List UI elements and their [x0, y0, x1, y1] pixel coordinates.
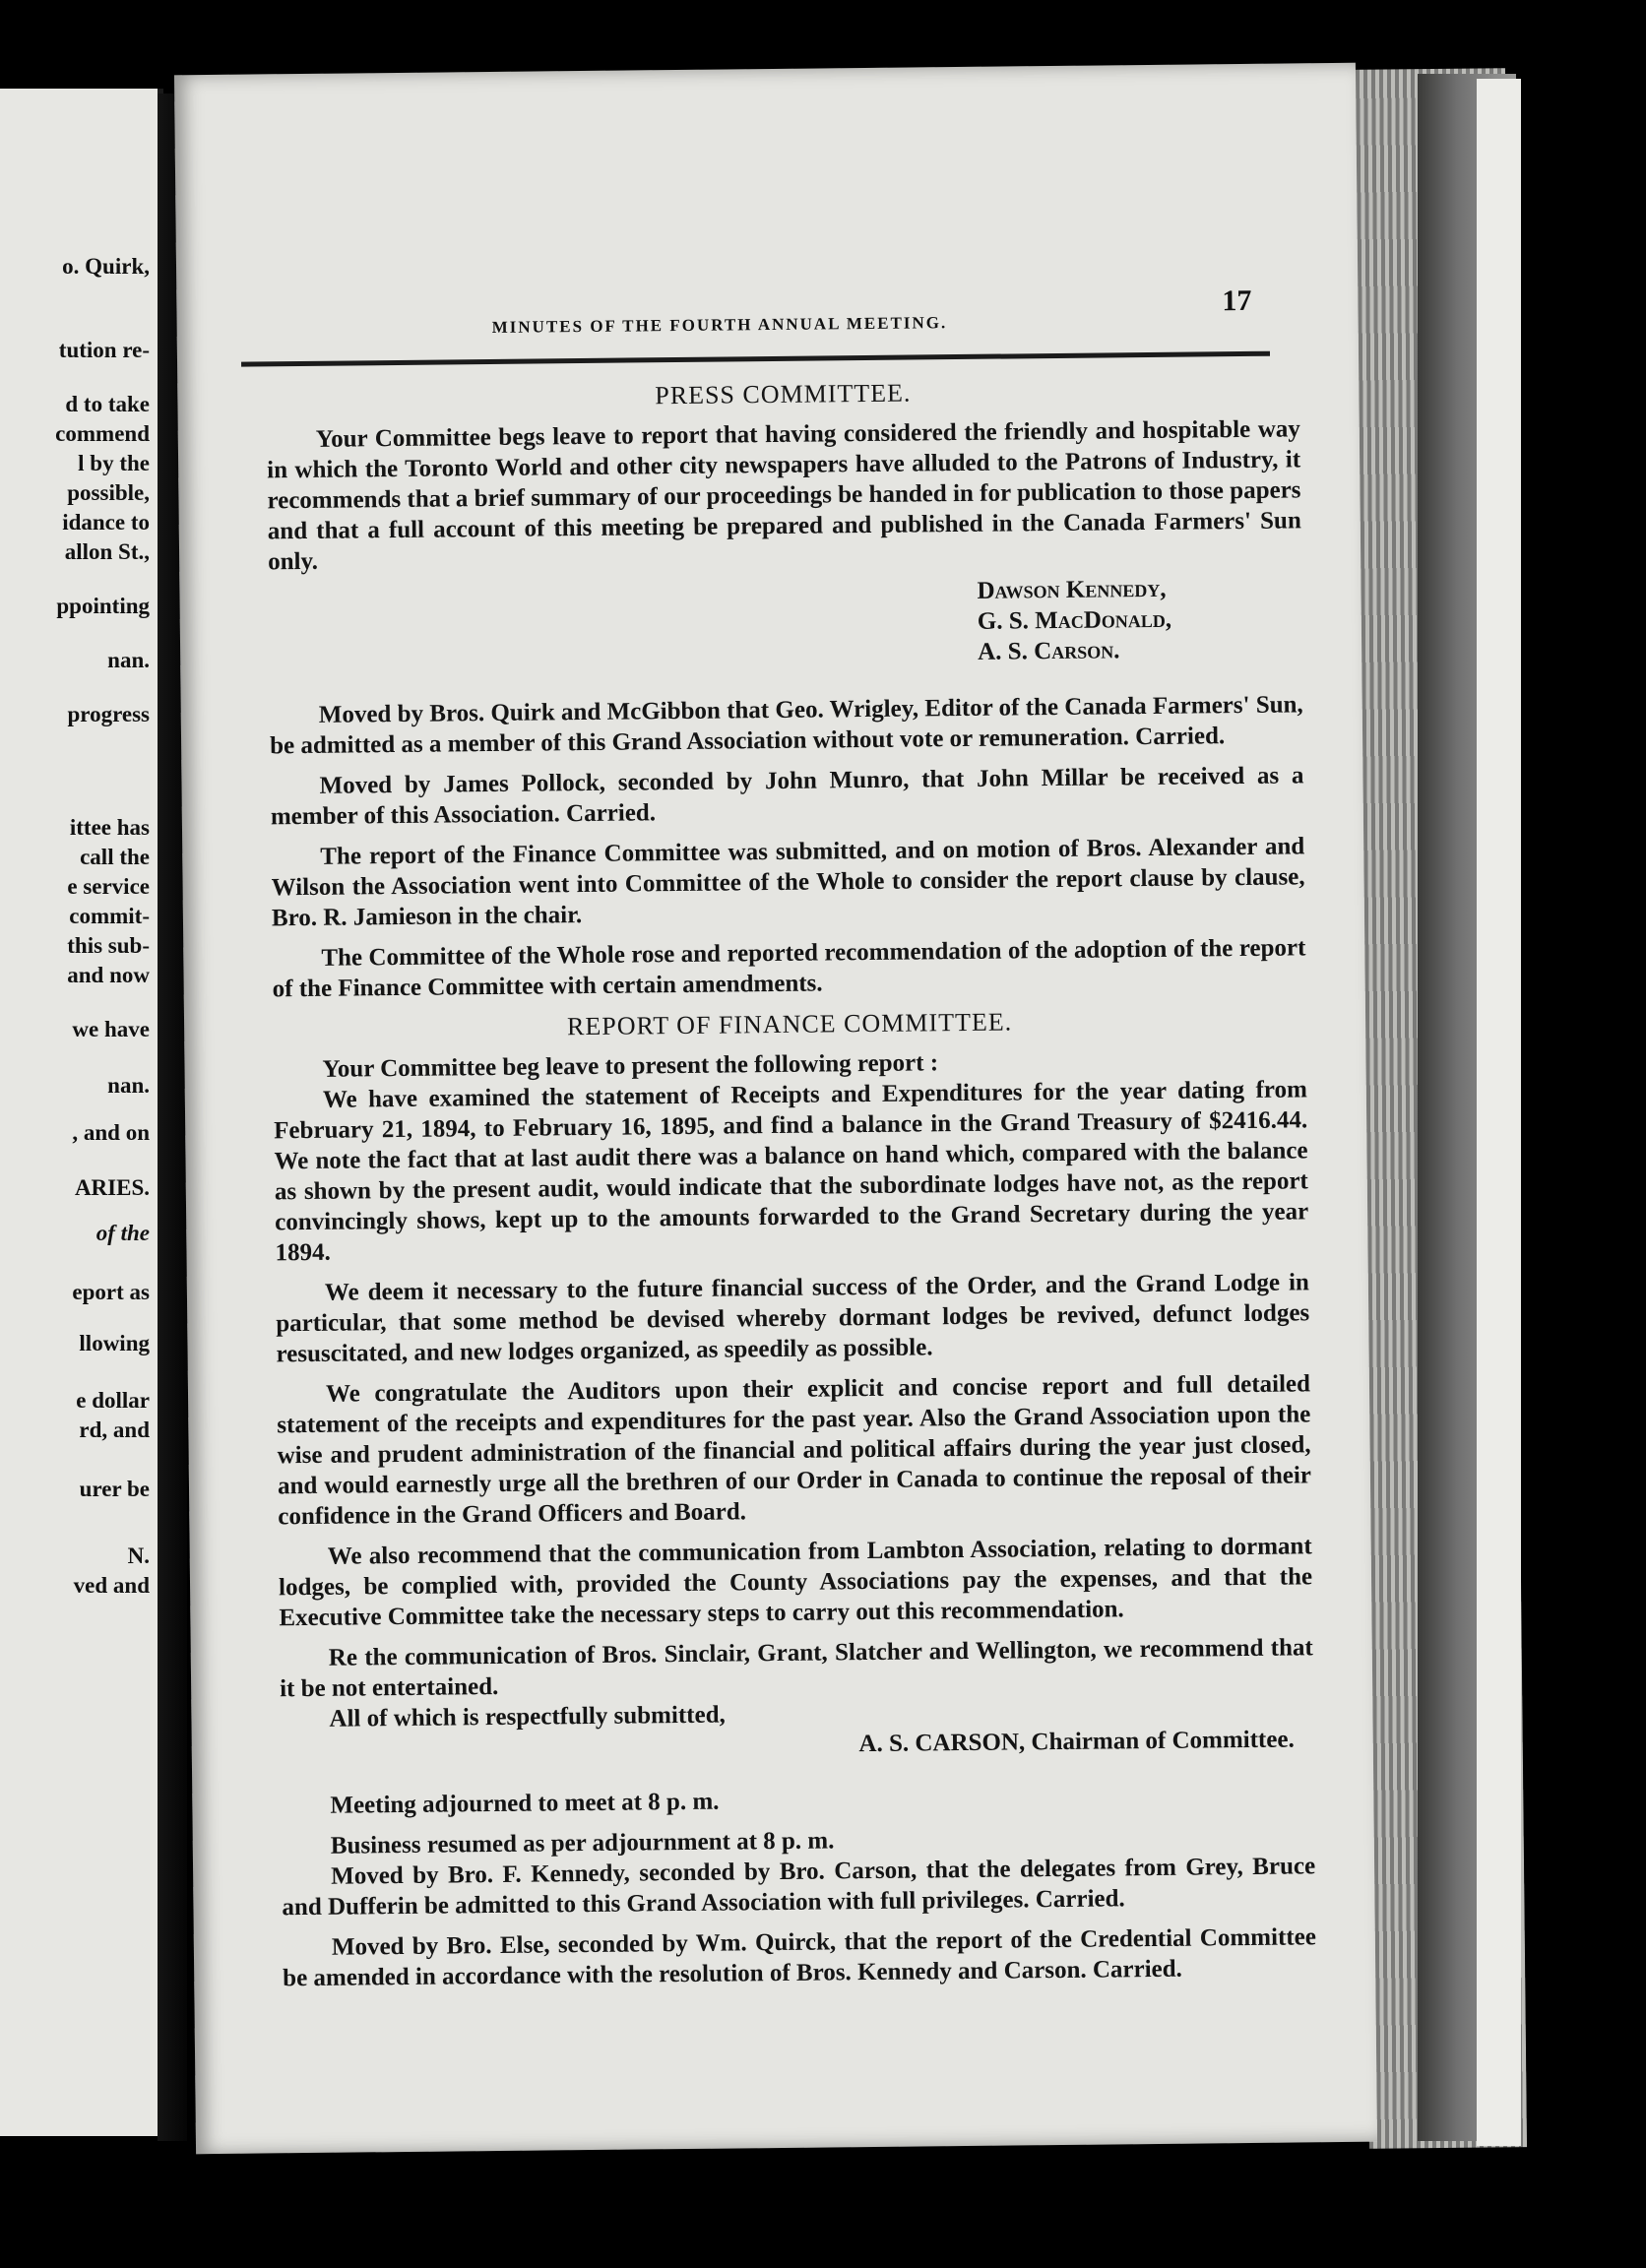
left-page-line: o. Quirk,	[62, 254, 150, 279]
left-facing-page	[0, 89, 163, 2136]
motion-paragraph: Moved by James Pollock, seconded by John Munro, that John Millar be received as a member of this Association. Carried.	[270, 762, 1304, 831]
left-page-line: , and on	[72, 1120, 150, 1145]
finance-paragraph: Your Committee beg leave to present the following report :	[322, 1049, 939, 1083]
left-page-line: and now	[67, 963, 150, 987]
finance-paragraph: We also recommend that the communication from Lambton Association, relating to dormant lodges, be complied with, provided the County Associations pay the expenses, and that the Executive Committee take the necessary steps to carry out this recommendation.	[278, 1533, 1313, 1632]
left-page-line: call the	[80, 845, 150, 869]
finance-committee-heading: REPORT OF FINANCE COMMITTEE.	[566, 1007, 1013, 1041]
left-page-line: ittee has	[69, 815, 150, 840]
finance-committee-signature: A. S. CARSON, Chairman of Committee.	[858, 1726, 1295, 1758]
left-page-line: this sub-	[67, 933, 150, 958]
signatory: Dawson Kennedy,	[977, 575, 1167, 604]
left-page-line: idance to	[62, 510, 150, 535]
left-page-line: rd, and	[79, 1418, 150, 1442]
left-page-line: eport as	[72, 1280, 150, 1304]
motion-paragraph: The report of the Finance Committee was submitted, and on motion of Bros. Alexander and Wilson the Association went into Committee of the Whole to consider the report clause by clause, Bro. R. Jamieson in the chair.	[271, 833, 1305, 932]
left-page-line: e dollar	[76, 1388, 150, 1413]
finance-paragraph: Re the communication of Bros. Sinclair, Grant, Slatcher and Wellington, we recommend that it be not entertained.	[280, 1634, 1313, 1703]
press-committee-signatories	[977, 572, 1302, 666]
left-page-line: e service	[67, 874, 150, 899]
left-page-line: nan.	[107, 1073, 150, 1098]
page-body	[266, 373, 1316, 1993]
page-number: 17	[1222, 284, 1252, 318]
left-page-line: ppointing	[56, 594, 150, 618]
left-page-line: we have	[72, 1017, 150, 1041]
left-page-line: urer be	[79, 1477, 150, 1501]
press-committee-heading: PRESS COMMITTEE.	[655, 378, 912, 410]
finance-paragraph: We deem it necessary to the future financial success of the Order, and the Grand Lodge in particular, that some method be devised whereby dormant lodges be revived, defunct lodges resuscitated, and new lodges organized, as speedily as possible.	[276, 1269, 1310, 1368]
signatory: G. S. MacDonald,	[977, 605, 1172, 635]
document-page	[174, 63, 1377, 2154]
left-page-line: allon St.,	[64, 539, 150, 564]
signatory: A. S. Carson.	[978, 637, 1120, 665]
left-page-line: of the	[95, 1221, 150, 1245]
motion-paragraph: Meeting adjourned to meet at 8 p. m.	[330, 1788, 720, 1819]
back-board	[1477, 79, 1521, 2146]
left-page-line: nan.	[107, 648, 150, 672]
motion-paragraph: Moved by Bro. Else, seconded by Wm. Quirck, that the report of the Credential Committee be amended in accordance with the resolution of Bros. Kennedy and Carson. Carried.	[283, 1923, 1316, 1992]
finance-paragraph: We congratulate the Auditors upon their explicit and concise report and full detailed statement of the receipts and expenditures for the past year. Also the Grand Association upon the wise and prudent administration of the financial and political affairs during the year just closed, and would earnestly urge all the brethren of our Order in Canada to continue the reposal of their confidence in the Grand Officers and Board.	[277, 1370, 1312, 1531]
finance-paragraph: All of which is respectfully submitted,	[329, 1701, 726, 1732]
running-head: MINUTES OF THE FOURTH ANNUAL MEETING.	[491, 313, 948, 337]
motion-paragraph: Moved by Bros. Quirk and McGibbon that Geo. Wrigley, Editor of the Canada Farmers' Sun, be admitted as a member of this Grand Association without vote or remuneration. Carried.	[269, 691, 1303, 760]
header-rule	[241, 351, 1270, 367]
left-page-line: llowing	[79, 1331, 150, 1355]
left-page-line: possible,	[67, 480, 150, 505]
left-page-line: N.	[127, 1544, 150, 1568]
finance-paragraph: We have examined the statement of Receipts and Expenditures for the year dating from February 21, 1894, to February 16, 1895, and find a balance in the Grand Treasury of $2416.44. We note the fact that at last audit there was a balance on hand which, compared with the balance as shown by the present audit, would indicate that the subordinate lodges have not, as the report convincingly shows, kept up to the amounts forwarded to the Grand Secretary during the year 1894.	[274, 1076, 1309, 1267]
left-page-line: commend	[55, 421, 150, 446]
motion-paragraph: Business resumed as per adjournment at 8 p. m.	[330, 1827, 835, 1859]
motion-paragraph: Moved by Bro. F. Kennedy, seconded by Bro. Carson, that the delegates from Grey, Bruce and Dufferin be admitted to this Grand Association with full privileges. Carried.	[282, 1853, 1316, 1922]
press-committee-report: Your Committee begs leave to report that having considered the friendly and hospitable way in which the Toronto World and other city newspapers have alluded to the Patrons of Industry, it recommends that a brief summary of our proceedings be handed in for publication to those papers and that a full account of this meeting be prepared and published in the Canada Farmers' Sun only.	[267, 415, 1301, 576]
left-page-line: ved and	[73, 1573, 150, 1598]
left-page-line: progress	[67, 702, 150, 726]
left-page-line: d to take	[65, 392, 150, 416]
left-page-line: commit-	[69, 904, 150, 928]
left-page-line: tution re-	[58, 338, 150, 362]
left-page-line: l by the	[78, 451, 150, 475]
left-page-line: ARIES.	[74, 1175, 150, 1200]
motion-paragraph: The Committee of the Whole rose and reported recommendation of the adoption of the report of the Finance Committee with certain amendments.	[272, 934, 1306, 1003]
